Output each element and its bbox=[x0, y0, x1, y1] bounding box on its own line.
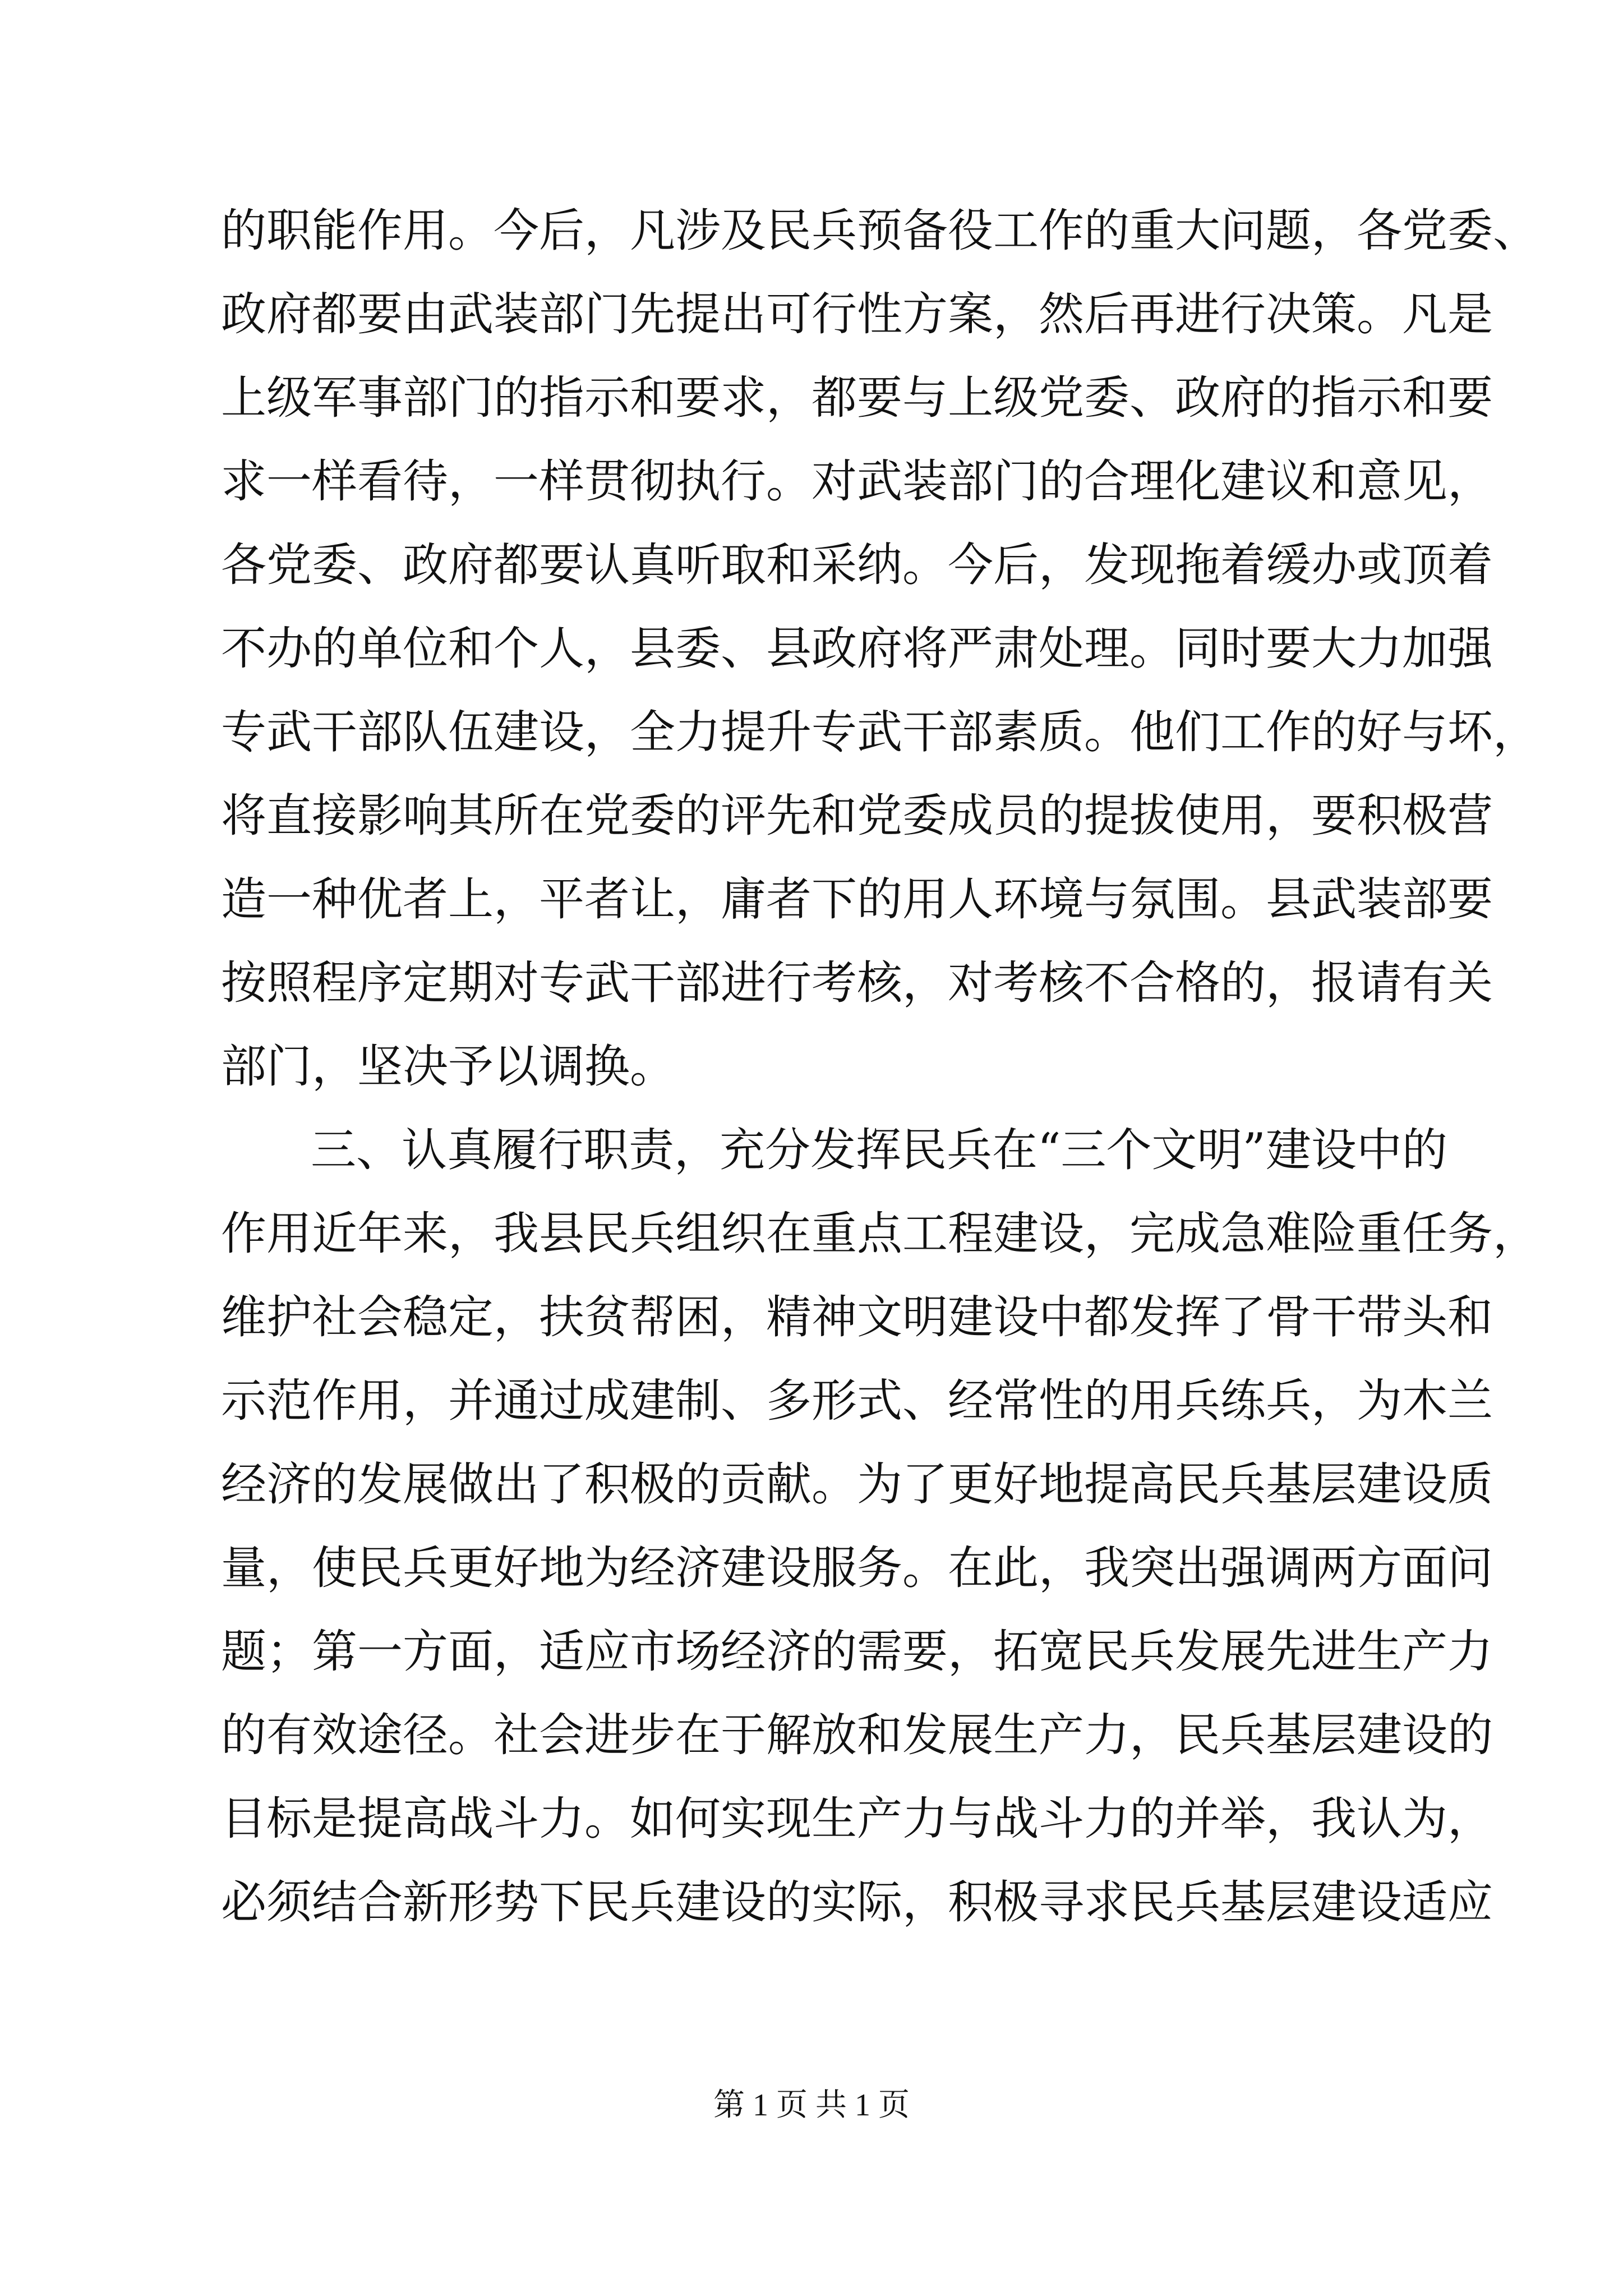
text-line: 题；第一方面，适应市场经济的需要，拓宽民兵发展先进生产力 bbox=[221, 1626, 1493, 1678]
text-line: 必须结合新形势下民兵建设的实际，积极寻求民兵基层建设适应 bbox=[221, 1876, 1493, 1929]
text-line: 经济的发展做出了积极的贡献。为了更好地提高民兵基层建设质 bbox=[221, 1458, 1493, 1511]
text-line: 维护社会稳定，扶贫帮困，精神文明建设中都发挥了骨干带头和 bbox=[221, 1291, 1493, 1344]
text-line: 按照程序定期对专武干部进行考核，对考核不合格的，报请有关 bbox=[221, 957, 1493, 1010]
text-line: 量，使民兵更好地为经济建设服务。在此，我突出强调两方面问 bbox=[221, 1542, 1493, 1595]
document-body bbox=[221, 190, 1539, 1945]
text-line: 不办的单位和个人，县委、县政府将严肃处理。同时要大力加强 bbox=[221, 623, 1493, 675]
text-line: 的有效途径。社会进步在于解放和发展生产力，民兵基层建设的 bbox=[221, 1709, 1493, 1762]
text-line: 作用近年来，我县民兵组织在重点工程建设，完成急难险重任务， bbox=[221, 1208, 1539, 1260]
paragraph-1 bbox=[221, 190, 1539, 1109]
text-line: 专武干部队伍建设，全力提升专武干部素质。他们工作的好与坏， bbox=[221, 706, 1539, 759]
section-heading-line: 三、认真履行职责，充分发挥民兵在“三个文明”建设中的 bbox=[311, 1124, 1447, 1177]
paragraph-2 bbox=[221, 1109, 1539, 1945]
text-line: 政府都要由武装部门先提出可行性方案，然后再进行决策。凡是 bbox=[221, 288, 1493, 341]
text-line: 各党委、政府都要认真听取和采纳。今后，发现拖着缓办或顶着 bbox=[221, 539, 1493, 592]
text-line: 部门，坚决予以调换。 bbox=[221, 1041, 676, 1093]
text-line: 目标是提高战斗力。如何实现生产力与战斗力的并举，我认为， bbox=[221, 1793, 1493, 1846]
text-line: 求一样看待，一样贯彻执行。对武装部门的合理化建议和意见， bbox=[221, 455, 1493, 508]
text-line: 将直接影响其所在党委的评先和党委成员的提拔使用，要积极营 bbox=[221, 790, 1493, 843]
text-line: 的职能作用。今后，凡涉及民兵预备役工作的重大问题，各党委、 bbox=[221, 205, 1539, 257]
page-number-footer: 第 1 页 共 1 页 bbox=[713, 2088, 910, 2123]
text-line: 造一种优者上，平者让，庸者下的用人环境与氛围。县武装部要 bbox=[221, 873, 1493, 926]
text-line: 上级军事部门的指示和要求，都要与上级党委、政府的指示和要 bbox=[221, 372, 1493, 425]
text-line: 示范作用，并通过成建制、多形式、经常性的用兵练兵，为木兰 bbox=[221, 1375, 1493, 1428]
